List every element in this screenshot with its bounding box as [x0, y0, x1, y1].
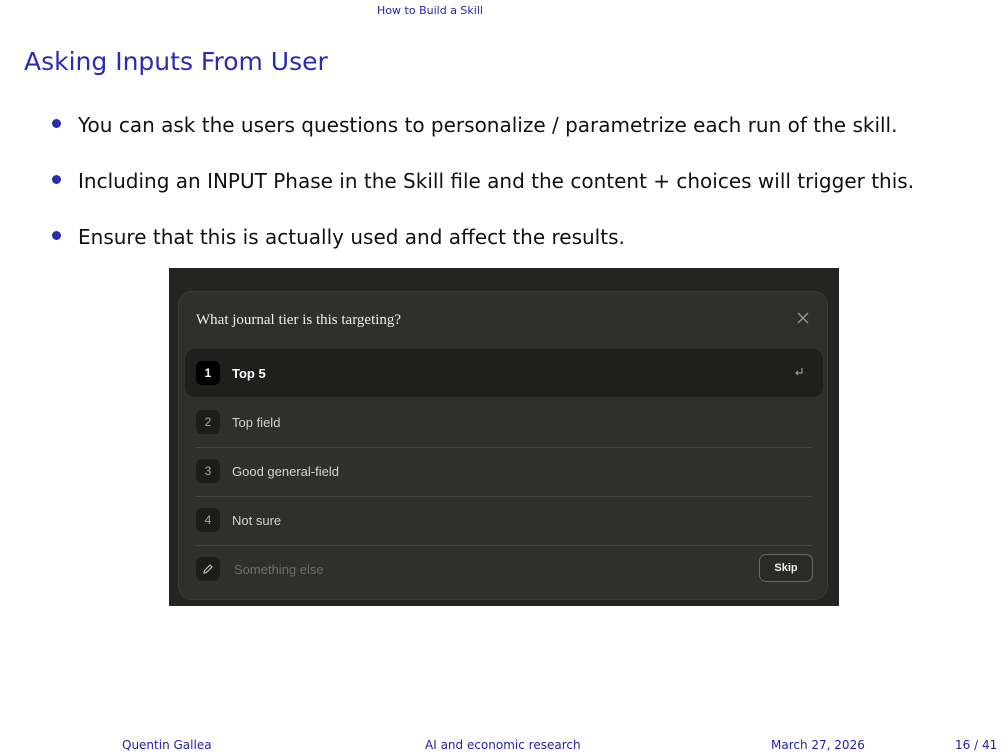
skip-button[interactable]: Skip	[759, 554, 813, 582]
bullet-text: Including an INPUT Phase in the Skill file and the content + choices will trigger this.	[78, 169, 915, 193]
bullet-list	[52, 110, 914, 278]
embedded-screenshot	[169, 268, 839, 606]
option-number: 4	[196, 508, 220, 532]
option-label: Top 5	[232, 365, 266, 381]
slide-title: Asking Inputs From User	[24, 47, 328, 76]
option-item-2[interactable]	[185, 398, 823, 446]
bullet-dot-icon	[52, 231, 61, 240]
footer-date: March 27, 2026	[771, 738, 865, 752]
option-number: 1	[196, 361, 220, 385]
something-else-input[interactable]	[232, 561, 716, 578]
bullet-dot-icon	[52, 175, 61, 184]
option-label: Top field	[232, 414, 281, 430]
header-section-title: How to Build a Skill	[377, 4, 483, 17]
bullet-dot-icon	[52, 119, 61, 128]
close-icon[interactable]	[795, 311, 811, 327]
option-item-4[interactable]	[185, 496, 823, 544]
option-number: 3	[196, 459, 220, 483]
dialog-question: What journal tier is this targeting?	[196, 312, 402, 328]
enter-icon	[793, 366, 805, 378]
footer-talk-title: AI and economic research	[425, 738, 581, 752]
bullet-item	[52, 110, 914, 166]
bullet-text: You can ask the users questions to personalize / parametrize each run of the skill.	[78, 113, 898, 137]
footer-page-number: 16 / 41	[955, 738, 998, 752]
bullet-item	[52, 166, 914, 222]
option-label: Good general-field	[232, 463, 339, 479]
footer-author: Quentin Gallea	[122, 738, 212, 752]
question-dialog	[178, 291, 828, 600]
option-label: Not sure	[232, 512, 282, 528]
option-item-1[interactable]	[185, 349, 823, 397]
something-else-row	[185, 545, 823, 593]
bullet-text: Ensure that this is actually used and affect the results.	[78, 225, 625, 249]
option-number: 2	[196, 410, 220, 434]
pencil-icon	[196, 557, 220, 581]
option-item-3[interactable]	[185, 447, 823, 495]
